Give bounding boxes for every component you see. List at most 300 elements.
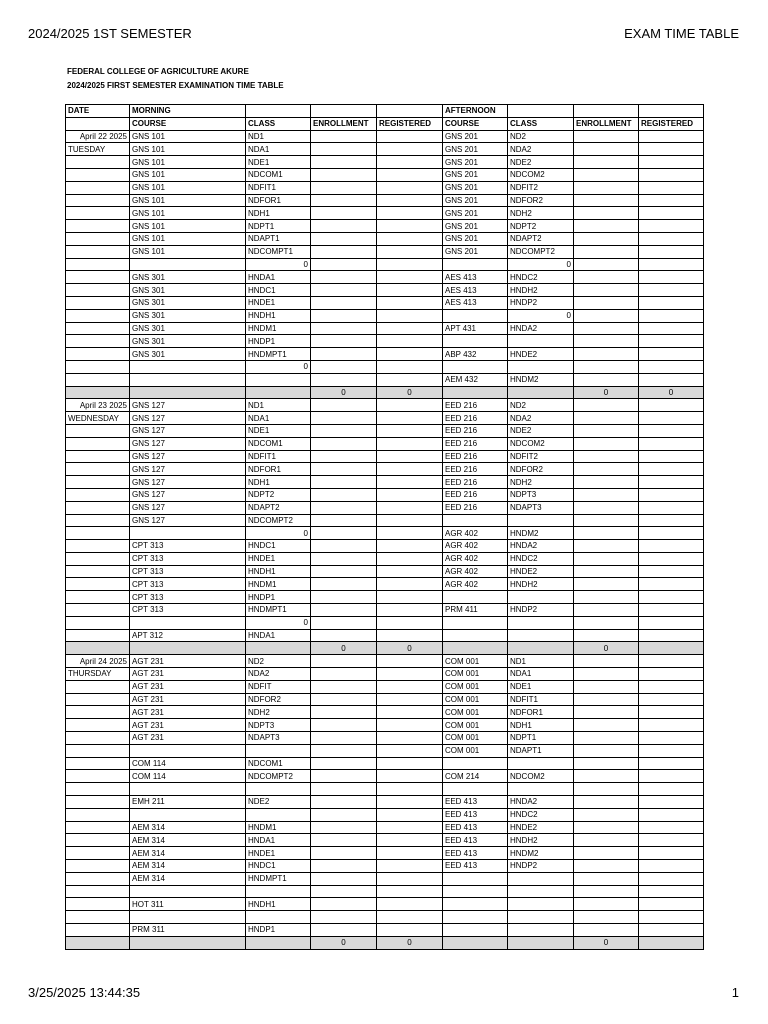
cell-date	[66, 936, 130, 949]
cell-morning-course: COM 114	[130, 770, 246, 783]
cell-afternoon-enrollment	[574, 232, 639, 245]
cell-afternoon-course: ABP 432	[443, 348, 508, 361]
cell-date: April 22 2025	[66, 130, 130, 143]
cell-morning-class: HNDM1	[246, 322, 311, 335]
cell-morning-registered	[377, 565, 443, 578]
cell-afternoon-class: ND1	[508, 655, 574, 668]
cell-afternoon-course: GNS 201	[443, 245, 508, 258]
cell-morning-registered	[377, 424, 443, 437]
cell-afternoon-enrollment	[574, 143, 639, 156]
table-row	[66, 450, 704, 463]
cell-morning-course: CPT 313	[130, 540, 246, 553]
cell-afternoon-course	[443, 629, 508, 642]
cell-morning-course: GNS 301	[130, 348, 246, 361]
cell-afternoon-class: NDA2	[508, 143, 574, 156]
cell-morning-enrollment	[311, 552, 377, 565]
cell-afternoon-course: EED 413	[443, 796, 508, 809]
table-row	[66, 309, 704, 322]
cell-morning-class: NDAPT1	[246, 232, 311, 245]
cell-date	[66, 808, 130, 821]
cell-afternoon-course	[443, 335, 508, 348]
cell-afternoon-enrollment	[574, 783, 639, 796]
cell-morning-enrollment	[311, 476, 377, 489]
cell-date	[66, 744, 130, 757]
cell-morning-enrollment	[311, 450, 377, 463]
cell-afternoon-class	[508, 386, 574, 399]
cell-morning-course: GNS 101	[130, 143, 246, 156]
cell-morning-class: HNDM1	[246, 821, 311, 834]
table-row	[66, 552, 704, 565]
cell-morning-enrollment	[311, 207, 377, 220]
cell-afternoon-course: AES 413	[443, 284, 508, 297]
cell-afternoon-enrollment	[574, 898, 639, 911]
col-header-date	[66, 117, 130, 130]
cell-morning-registered	[377, 898, 443, 911]
cell-afternoon-enrollment	[574, 335, 639, 348]
cell-morning-class: ND1	[246, 130, 311, 143]
cell-date	[66, 757, 130, 770]
cell-morning-course	[130, 373, 246, 386]
cell-morning-class: NDPT2	[246, 488, 311, 501]
cell-afternoon-registered	[639, 245, 704, 258]
cell-morning-enrollment	[311, 156, 377, 169]
cell-date	[66, 885, 130, 898]
cell-afternoon-registered	[639, 194, 704, 207]
cell-date	[66, 271, 130, 284]
cell-morning-class: ND2	[246, 655, 311, 668]
cell-afternoon-registered	[639, 872, 704, 885]
cell-afternoon-registered	[639, 322, 704, 335]
table-row	[66, 629, 704, 642]
cell-afternoon-enrollment	[574, 271, 639, 284]
cell-morning-registered	[377, 322, 443, 335]
cell-morning-registered	[377, 847, 443, 860]
table-row	[66, 860, 704, 873]
cell-date	[66, 156, 130, 169]
cell-afternoon-class: HNDA2	[508, 540, 574, 553]
cell-morning-class: NDFOR1	[246, 194, 311, 207]
cell-date	[66, 552, 130, 565]
cell-afternoon-registered	[639, 706, 704, 719]
cell-morning-course: GNS 127	[130, 488, 246, 501]
table-row	[66, 360, 704, 373]
cell-morning-course	[130, 258, 246, 271]
cell-morning-enrollment	[311, 220, 377, 233]
cell-afternoon-enrollment	[574, 527, 639, 540]
cell-morning-class: HNDP1	[246, 591, 311, 604]
cell-afternoon-registered	[639, 834, 704, 847]
cell-afternoon-course	[443, 514, 508, 527]
cell-morning-class: NDA1	[246, 412, 311, 425]
col-header-course: COURSE	[443, 117, 508, 130]
cell-morning-class: NDFIT1	[246, 450, 311, 463]
table-row	[66, 296, 704, 309]
table-row	[66, 258, 704, 271]
cell-morning-registered	[377, 309, 443, 322]
cell-afternoon-course: COM 001	[443, 719, 508, 732]
cell-afternoon-registered	[639, 360, 704, 373]
cell-morning-course: GNS 101	[130, 245, 246, 258]
cell-afternoon-course: AES 413	[443, 296, 508, 309]
column-header-row	[66, 117, 704, 130]
cell-afternoon-class: HNDP2	[508, 860, 574, 873]
page-header-left: 2024/2025 1ST SEMESTER	[28, 26, 192, 41]
cell-afternoon-class: NDAPT2	[508, 232, 574, 245]
cell-morning-class: HNDH1	[246, 898, 311, 911]
cell-morning-enrollment	[311, 706, 377, 719]
cell-morning-registered	[377, 885, 443, 898]
cell-morning-class: HNDM1	[246, 578, 311, 591]
cell-afternoon-enrollment	[574, 565, 639, 578]
cell-afternoon-enrollment	[574, 488, 639, 501]
table-row	[66, 168, 704, 181]
cell-afternoon-class	[508, 642, 574, 655]
cell-date	[66, 642, 130, 655]
cell-afternoon-class: ND2	[508, 130, 574, 143]
cell-afternoon-class: 0	[508, 258, 574, 271]
cell-morning-registered	[377, 668, 443, 681]
cell-afternoon-registered	[639, 220, 704, 233]
table-row	[66, 271, 704, 284]
page-footer-timestamp: 3/25/2025 13:44:35	[28, 985, 141, 1000]
table-row	[66, 399, 704, 412]
cell-morning-enrollment	[311, 591, 377, 604]
cell-afternoon-course: EED 216	[443, 488, 508, 501]
cell-afternoon-registered	[639, 232, 704, 245]
cell-morning-class: HNDE1	[246, 296, 311, 309]
cell-afternoon-registered	[639, 373, 704, 386]
cell-morning-class: NDE2	[246, 796, 311, 809]
cell-afternoon-registered	[639, 437, 704, 450]
cell-morning-enrollment	[311, 924, 377, 937]
cell-afternoon-class: HNDM2	[508, 527, 574, 540]
cell-date	[66, 796, 130, 809]
cell-afternoon-enrollment	[574, 834, 639, 847]
page-number: 1	[731, 985, 739, 1000]
col-header-registered: REGISTERED	[639, 117, 704, 130]
cell-morning-course: AGT 231	[130, 668, 246, 681]
cell-afternoon-registered	[639, 655, 704, 668]
table-row	[66, 732, 704, 745]
cell-morning-registered	[377, 296, 443, 309]
cell-morning-registered	[377, 834, 443, 847]
cell-morning-enrollment	[311, 655, 377, 668]
cell-morning-course: AEM 314	[130, 834, 246, 847]
cell-morning-enrollment	[311, 514, 377, 527]
cell-afternoon-class: HNDC2	[508, 808, 574, 821]
cell-morning-class: HNDMPT1	[246, 604, 311, 617]
table-row	[66, 885, 704, 898]
cell-morning-course: GNS 101	[130, 194, 246, 207]
table-row	[66, 616, 704, 629]
cell-morning-registered	[377, 808, 443, 821]
cell-morning-course: GNS 101	[130, 232, 246, 245]
cell-morning-enrollment	[311, 271, 377, 284]
cell-morning-registered	[377, 143, 443, 156]
header-blank	[508, 105, 574, 118]
table-row	[66, 284, 704, 297]
cell-morning-class: NDA2	[246, 668, 311, 681]
cell-afternoon-course	[443, 591, 508, 604]
cell-morning-class: NDH2	[246, 706, 311, 719]
cell-morning-enrollment	[311, 911, 377, 924]
cell-date	[66, 872, 130, 885]
table-row	[66, 821, 704, 834]
cell-afternoon-enrollment	[574, 296, 639, 309]
cell-afternoon-registered	[639, 501, 704, 514]
cell-morning-course: CPT 313	[130, 604, 246, 617]
cell-morning-class: NDFIT	[246, 680, 311, 693]
cell-afternoon-class: NDAPT1	[508, 744, 574, 757]
cell-afternoon-registered	[639, 156, 704, 169]
cell-afternoon-enrollment	[574, 245, 639, 258]
col-header-registered: REGISTERED	[377, 117, 443, 130]
cell-date	[66, 309, 130, 322]
cell-morning-enrollment	[311, 437, 377, 450]
cell-date: THURSDAY	[66, 668, 130, 681]
cell-date	[66, 232, 130, 245]
cell-morning-class	[246, 373, 311, 386]
cell-afternoon-enrollment	[574, 706, 639, 719]
cell-morning-enrollment	[311, 335, 377, 348]
cell-morning-registered	[377, 604, 443, 617]
cell-afternoon-enrollment	[574, 680, 639, 693]
cell-afternoon-course	[443, 872, 508, 885]
cell-morning-class: 0	[246, 616, 311, 629]
cell-afternoon-registered	[639, 309, 704, 322]
cell-afternoon-course: AES 413	[443, 271, 508, 284]
cell-afternoon-class: NDCOM2	[508, 437, 574, 450]
cell-afternoon-course: COM 001	[443, 680, 508, 693]
cell-afternoon-enrollment	[574, 168, 639, 181]
cell-afternoon-course: COM 001	[443, 706, 508, 719]
cell-afternoon-registered	[639, 412, 704, 425]
table-row	[66, 578, 704, 591]
cell-morning-registered: 0	[377, 936, 443, 949]
cell-afternoon-course: EED 216	[443, 412, 508, 425]
cell-afternoon-enrollment	[574, 463, 639, 476]
cell-morning-course	[130, 616, 246, 629]
cell-morning-registered	[377, 220, 443, 233]
cell-afternoon-registered	[639, 552, 704, 565]
cell-afternoon-registered	[639, 936, 704, 949]
cell-afternoon-course: AGR 402	[443, 527, 508, 540]
cell-morning-class: NDAPT2	[246, 501, 311, 514]
cell-morning-course: AEM 314	[130, 821, 246, 834]
cell-date	[66, 898, 130, 911]
cell-morning-course	[130, 744, 246, 757]
cell-morning-class: HNDA1	[246, 629, 311, 642]
cell-date	[66, 693, 130, 706]
cell-morning-course: GNS 301	[130, 296, 246, 309]
cell-morning-registered	[377, 348, 443, 361]
cell-afternoon-course: AGR 402	[443, 552, 508, 565]
cell-morning-enrollment	[311, 616, 377, 629]
cell-date	[66, 476, 130, 489]
cell-morning-class: HNDH1	[246, 309, 311, 322]
table-row	[66, 501, 704, 514]
cell-afternoon-registered	[639, 860, 704, 873]
cell-afternoon-enrollment	[574, 872, 639, 885]
table-row	[66, 719, 704, 732]
header-blank	[311, 105, 377, 118]
table-row	[66, 424, 704, 437]
cell-morning-class	[246, 386, 311, 399]
table-row	[66, 924, 704, 937]
cell-date	[66, 680, 130, 693]
table-row	[66, 373, 704, 386]
cell-morning-course: AEM 314	[130, 860, 246, 873]
cell-afternoon-registered	[639, 488, 704, 501]
cell-afternoon-course	[443, 936, 508, 949]
cell-afternoon-enrollment	[574, 207, 639, 220]
table-row	[66, 130, 704, 143]
cell-date	[66, 604, 130, 617]
cell-afternoon-enrollment	[574, 258, 639, 271]
cell-afternoon-course: GNS 201	[443, 130, 508, 143]
cell-morning-enrollment	[311, 348, 377, 361]
cell-morning-enrollment	[311, 412, 377, 425]
cell-afternoon-enrollment	[574, 578, 639, 591]
cell-morning-registered	[377, 719, 443, 732]
cell-morning-course: AEM 314	[130, 847, 246, 860]
table-row	[66, 783, 704, 796]
cell-morning-course: AGT 231	[130, 719, 246, 732]
table-row	[66, 540, 704, 553]
col-header-enrollment: ENROLLMENT	[574, 117, 639, 130]
cell-afternoon-class: NDPT1	[508, 732, 574, 745]
cell-morning-course: AGT 231	[130, 732, 246, 745]
table-row	[66, 847, 704, 860]
cell-afternoon-enrollment	[574, 693, 639, 706]
cell-morning-registered	[377, 156, 443, 169]
cell-afternoon-course: COM 214	[443, 770, 508, 783]
cell-afternoon-course: EED 413	[443, 808, 508, 821]
cell-afternoon-registered	[639, 924, 704, 937]
cell-afternoon-registered	[639, 463, 704, 476]
cell-afternoon-enrollment	[574, 808, 639, 821]
cell-morning-class	[246, 911, 311, 924]
cell-afternoon-enrollment	[574, 437, 639, 450]
cell-morning-registered	[377, 757, 443, 770]
cell-afternoon-course: COM 001	[443, 668, 508, 681]
cell-morning-course: GNS 301	[130, 309, 246, 322]
table-row	[66, 706, 704, 719]
cell-date	[66, 207, 130, 220]
col-header-enrollment: ENROLLMENT	[311, 117, 377, 130]
cell-date	[66, 360, 130, 373]
cell-afternoon-course: EED 216	[443, 450, 508, 463]
cell-afternoon-class	[508, 757, 574, 770]
cell-morning-enrollment	[311, 693, 377, 706]
cell-afternoon-course: APT 431	[443, 322, 508, 335]
cell-morning-enrollment	[311, 680, 377, 693]
cell-morning-enrollment	[311, 668, 377, 681]
cell-morning-registered	[377, 770, 443, 783]
cell-morning-enrollment	[311, 284, 377, 297]
cell-morning-course: COM 114	[130, 757, 246, 770]
cell-afternoon-course: GNS 201	[443, 181, 508, 194]
cell-morning-registered	[377, 501, 443, 514]
cell-afternoon-course	[443, 360, 508, 373]
cell-morning-enrollment	[311, 565, 377, 578]
cell-morning-enrollment	[311, 783, 377, 796]
cell-afternoon-enrollment	[574, 348, 639, 361]
cell-afternoon-enrollment	[574, 540, 639, 553]
cell-afternoon-course: COM 001	[443, 693, 508, 706]
cell-afternoon-registered	[639, 335, 704, 348]
cell-afternoon-course: EED 216	[443, 501, 508, 514]
table-row	[66, 911, 704, 924]
cell-afternoon-registered	[639, 808, 704, 821]
cell-afternoon-registered	[639, 770, 704, 783]
cell-afternoon-course: GNS 201	[443, 168, 508, 181]
table-row	[66, 834, 704, 847]
cell-morning-class	[246, 744, 311, 757]
col-header-course: COURSE	[130, 117, 246, 130]
cell-morning-class	[246, 885, 311, 898]
cell-morning-course	[130, 386, 246, 399]
cell-afternoon-registered	[639, 732, 704, 745]
table-row	[66, 488, 704, 501]
table-row	[66, 770, 704, 783]
cell-morning-course: AEM 314	[130, 872, 246, 885]
cell-afternoon-course: EED 413	[443, 860, 508, 873]
cell-morning-class	[246, 783, 311, 796]
cell-morning-registered	[377, 335, 443, 348]
cell-morning-enrollment	[311, 719, 377, 732]
cell-afternoon-enrollment	[574, 757, 639, 770]
cell-afternoon-class	[508, 591, 574, 604]
cell-afternoon-class: HNDP2	[508, 296, 574, 309]
table-row	[66, 668, 704, 681]
cell-morning-enrollment	[311, 143, 377, 156]
table-row	[66, 181, 704, 194]
cell-morning-course: EMH 211	[130, 796, 246, 809]
header-blank	[639, 105, 704, 118]
cell-afternoon-class: NDCOMPT2	[508, 245, 574, 258]
cell-morning-course: AGT 231	[130, 693, 246, 706]
cell-date	[66, 424, 130, 437]
cell-morning-registered	[377, 476, 443, 489]
cell-morning-class: ND1	[246, 399, 311, 412]
cell-afternoon-class: NDE1	[508, 680, 574, 693]
cell-afternoon-course: GNS 201	[443, 156, 508, 169]
table-row	[66, 693, 704, 706]
cell-morning-course	[130, 936, 246, 949]
cell-afternoon-class: HNDE2	[508, 565, 574, 578]
cell-morning-enrollment: 0	[311, 936, 377, 949]
cell-afternoon-class: NDFOR2	[508, 463, 574, 476]
table-row	[66, 527, 704, 540]
cell-date	[66, 181, 130, 194]
cell-afternoon-registered	[639, 821, 704, 834]
cell-morning-course: GNS 127	[130, 463, 246, 476]
table-row	[66, 348, 704, 361]
cell-morning-registered	[377, 591, 443, 604]
cell-date	[66, 501, 130, 514]
cell-afternoon-class: NDH2	[508, 476, 574, 489]
cell-morning-registered	[377, 284, 443, 297]
cell-morning-class: NDPT3	[246, 719, 311, 732]
cell-morning-course	[130, 885, 246, 898]
cell-afternoon-class: NDA2	[508, 412, 574, 425]
cell-afternoon-enrollment	[574, 476, 639, 489]
cell-afternoon-course	[443, 642, 508, 655]
cell-morning-course: HOT 311	[130, 898, 246, 911]
cell-morning-class: HNDC1	[246, 540, 311, 553]
cell-afternoon-course: EED 216	[443, 424, 508, 437]
